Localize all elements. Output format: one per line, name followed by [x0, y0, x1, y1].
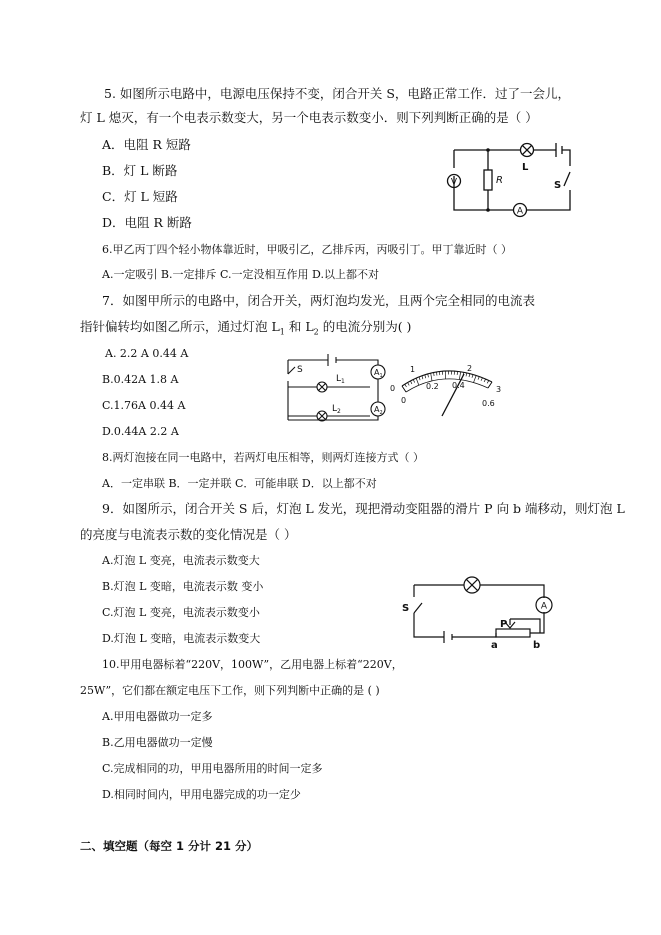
q5-option-d[interactable]: D．电阻 R 断路: [102, 215, 192, 230]
dial-tick: [413, 379, 414, 382]
q7-option-a[interactable]: A. 2.2 A 0.44 A: [105, 347, 189, 360]
q7-meter2-label: $A_2$: [374, 405, 383, 416]
q7-scale-bottom-0.4: 0.4: [452, 381, 465, 390]
q7-scale-top-3: 3: [496, 385, 502, 394]
dial-tick: [466, 373, 467, 376]
q5-switch-label: S: [554, 180, 562, 191]
dial-tick: [488, 382, 492, 388]
q10-option-d[interactable]: D.相同时间内，甲用电器完成的功一定少: [102, 788, 301, 801]
q9-circuit-figure: [400, 575, 560, 655]
q5-option-a[interactable]: A．电阻 R 短路: [102, 137, 191, 152]
q10-option-b[interactable]: B.乙用电器做功一定慢: [102, 736, 213, 749]
dial-tick: [402, 386, 406, 392]
q7-option-c[interactable]: C.1.76A 0.44 A: [102, 399, 186, 412]
dial-tick: [422, 376, 423, 379]
q10-stem-line2: 25W”，它们都在额定电压下工作，则下列判断中正确的是 ( ): [80, 684, 380, 697]
q5-stem-line1: 5. 如图所示电路中，电源电压保持不变，闭合开关 S，电路正常工作．过了一会儿，: [104, 86, 570, 101]
q7-scale-bottom-0.6: 0.6: [482, 399, 495, 408]
q7-scale-bottom-0.2: 0.2: [426, 382, 439, 391]
q9-ammeter-label: A: [540, 601, 548, 612]
q9-end-a-label: a: [491, 640, 498, 651]
q5-stem-line2: 灯 L 熄灭，有一个电表示数变大，另一个电表示数变小．则下列判断正确的是（ ）: [80, 110, 538, 125]
dial-tick: [481, 378, 482, 381]
q6-options[interactable]: A.一定吸引 B.一定排斥 C.一定没相互作用 D.以上都不对: [102, 268, 379, 281]
q7-switch-label: S: [297, 365, 303, 375]
q5-circuit-figure: [440, 140, 580, 220]
dial-tick: [487, 380, 489, 383]
q10-option-c[interactable]: C.完成相同的功，甲用电器所用的时间一定多: [102, 762, 323, 775]
q9-slider-label: P: [500, 619, 508, 630]
q9-end-b-label: b: [533, 640, 541, 651]
q9-switch-label: S: [402, 603, 410, 614]
dial-tick: [478, 377, 479, 380]
dial-tick: [428, 374, 429, 377]
q7-meter1-label: $A_1$: [374, 368, 383, 379]
q7-circuit-figure: [280, 350, 390, 425]
q9-stem-line2: 的亮度与电流表示数的变化情况是（ ）: [80, 527, 297, 542]
q8-stem: 8.两灯泡接在同一电路中，若两灯电压相等，则两灯连接方式（ ）: [102, 451, 424, 464]
dial-tick: [431, 373, 432, 381]
dial-tick: [416, 378, 419, 385]
dial-tick: [484, 379, 486, 382]
dial-tick: [472, 374, 473, 377]
q5-option-c[interactable]: C．灯 L 短路: [102, 189, 178, 204]
q7-ammeter-dial: [388, 360, 508, 410]
q7-scale-bottom-0: 0: [401, 396, 407, 405]
q9-option-c[interactable]: C.灯泡 L 变亮，电流表示数变小: [102, 606, 260, 619]
q7-lamp1-label: $L_1$: [336, 374, 345, 385]
q5-option-b[interactable]: B．灯 L 断路: [102, 163, 178, 178]
q10-option-a[interactable]: A.甲用电器做功一定多: [102, 710, 213, 723]
dial-tick: [469, 374, 470, 377]
q5-resistor-label: R: [496, 175, 503, 186]
q7-option-b[interactable]: B.0.42A 1.8 A: [102, 373, 179, 386]
dial-tick: [419, 377, 420, 380]
q7-option-d[interactable]: D.0.44A 2.2 A: [102, 425, 179, 438]
q5-lamp-label: L: [522, 162, 529, 173]
q7-scale-outer-zero: 0: [390, 384, 396, 393]
q9-option-a[interactable]: A.灯泡 L 变亮，电流表示数变大: [102, 554, 260, 567]
q7-lamp2-label: $L_2$: [332, 404, 341, 415]
q5-ammeter-label: A: [516, 206, 524, 217]
q7-stem-line1: 7．如图甲所示的电路中，闭合开关，两灯泡均发光，且两个完全相同的电流表: [102, 293, 535, 308]
q5-voltmeter-label: V: [450, 177, 458, 188]
q9-option-d[interactable]: D.灯泡 L 变暗，电流表示数变大: [102, 632, 261, 645]
q7-stem-line2: 指针偏转均如图乙所示，通过灯泡 $L_1$ 和 $L_2$ 的电流分别为( ): [80, 319, 412, 337]
q6-stem: 6.甲乙丙丁四个轻小物体靠近时，甲吸引乙，乙排斥丙，丙吸引丁。甲丁靠近时（ ）: [102, 243, 512, 256]
dial-tick: [405, 384, 407, 387]
q10-stem-line1: 10.甲用电器标着“220V，100W”，乙用电器上标着“220V，: [102, 658, 403, 671]
dial-tick: [474, 375, 477, 382]
dial-tick: [459, 372, 460, 380]
q8-options[interactable]: A．一定串联 B．一定并联 C．可能串联 D．以上都不对: [102, 477, 377, 490]
q9-option-b[interactable]: B.灯泡 L 变暗，电流表示数 变小: [102, 580, 264, 593]
q7-scale-top-1: 1: [410, 365, 416, 374]
q9-stem-line1: 9．如图所示，闭合开关 S 后，灯泡 L 发光，现把滑动变阻器的滑片 P 向 b 端移动，则灯泡 L: [102, 501, 625, 516]
section-heading: 二、填空题（每空 1 分计 21 分）: [80, 839, 259, 853]
q7-scale-top-2: 2: [467, 364, 473, 373]
dial-tick: [408, 382, 410, 385]
dial-tick: [425, 375, 426, 378]
dial-tick: [410, 381, 411, 384]
